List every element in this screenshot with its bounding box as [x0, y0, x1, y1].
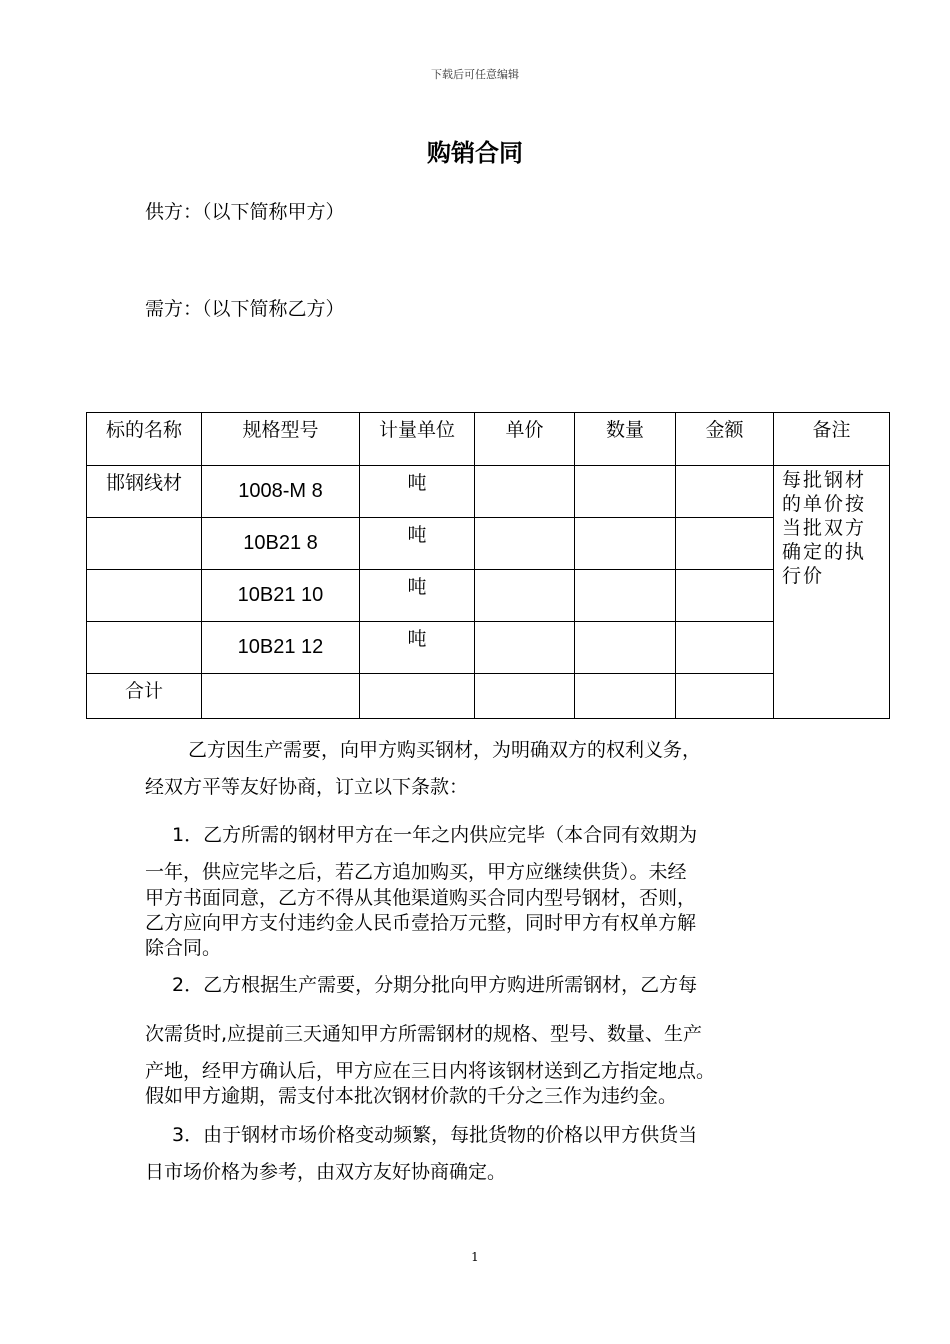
total-cell [360, 674, 475, 719]
price-cell [475, 570, 575, 622]
clause3-line-2: 日市场价格为参考，由双方友好协商确定。 [145, 1161, 507, 1183]
clause2-line-1: 2．乙方根据生产需要，分期分批向甲方购进所需钢材，乙方每 [172, 974, 698, 996]
clause1-line-2: 一年，供应完毕之后，若乙方追加购买，甲方应继续供货）。未经 [145, 861, 687, 883]
spec-cell [202, 570, 360, 622]
clause2-line-2: 次需货时,应提前三天通知甲方所需钢材的规格、型号、数量、生产 [145, 1023, 703, 1045]
page-number: 1 [471, 1250, 479, 1264]
item-name-cell: 邯钢线材 [87, 466, 202, 518]
header-cell: 单价 [475, 413, 575, 466]
clause1-line-3: 甲方书面同意，乙方不得从其他渠道购买合同内型号钢材，否则， [145, 887, 697, 909]
clause1-line-1: 1．乙方所需的钢材甲方在一年之内供应完毕（本合同有效期为 [172, 824, 698, 846]
spec-text: 10B21 8 [243, 532, 318, 554]
total-cell [676, 674, 774, 719]
header-cell: 标的名称 [87, 413, 202, 466]
document-title: 购销合同 [427, 139, 523, 167]
clause2-line-4: 假如甲方逾期，需支付本批次钢材价款的千分之三作为违约金。 [145, 1085, 678, 1107]
total-cell [202, 674, 360, 719]
clause1-line-4: 乙方应向甲方支付违约金人民币壹拾万元整，同时甲方有权单方解 [145, 912, 697, 934]
item-name-cell [87, 622, 202, 674]
table-row [87, 570, 890, 622]
spec-text: 1008-M 8 [238, 480, 323, 502]
intro-line-2: 经双方平等友好协商，订立以下条款： [145, 776, 469, 798]
remark-cell: 每批钢材的单价按当批双方确定的执行价 [774, 466, 890, 719]
supplier-line: 供方：（以下简称甲方） [145, 201, 345, 223]
header-note: 下载后可任意编辑 [431, 68, 519, 81]
header-cell: 数量 [575, 413, 676, 466]
spec-cell [202, 466, 360, 518]
quantity-cell [575, 466, 676, 518]
intro-line-1: 乙方因生产需要，向甲方购买钢材，为明确双方的权利义务， [188, 739, 702, 761]
unit-cell: 吨 [360, 466, 475, 518]
spec-cell [202, 622, 360, 674]
item-name-cell [87, 570, 202, 622]
spec-cell [202, 518, 360, 570]
total-cell [475, 674, 575, 719]
clause1-line-5: 除合同。 [145, 937, 222, 959]
item-name-cell [87, 518, 202, 570]
amount-cell [676, 518, 774, 570]
quantity-cell [575, 570, 676, 622]
clause3-line-1: 3．由于钢材市场价格变动频繁，每批货物的价格以甲方供货当 [172, 1124, 698, 1146]
total-cell [575, 674, 676, 719]
price-cell [475, 622, 575, 674]
amount-cell [676, 622, 774, 674]
table-row [87, 466, 890, 518]
price-cell [475, 466, 575, 518]
amount-cell [676, 570, 774, 622]
spec-text: 10B21 10 [237, 584, 324, 606]
quantity-cell [575, 518, 676, 570]
spec-text: 10B21 12 [237, 636, 324, 658]
unit-cell: 吨 [360, 570, 475, 622]
table-header-row [87, 413, 890, 466]
header-cell: 规格型号 [202, 413, 360, 466]
buyer-line: 需方：（以下简称乙方） [145, 298, 345, 320]
amount-cell [676, 466, 774, 518]
goods-table [86, 412, 890, 719]
price-cell [475, 518, 575, 570]
total-label-cell: 合计 [87, 674, 202, 719]
total-row [87, 674, 890, 719]
clause2-line-3: 产地，经甲方确认后，甲方应在三日内将该钢材送到乙方指定地点。 [145, 1060, 716, 1082]
table-row [87, 518, 890, 570]
quantity-cell [575, 622, 676, 674]
header-cell: 计量单位 [360, 413, 475, 466]
unit-cell: 吨 [360, 622, 475, 674]
unit-cell: 吨 [360, 518, 475, 570]
header-cell: 备注 [774, 413, 890, 466]
header-cell: 金额 [676, 413, 774, 466]
table-row [87, 622, 890, 674]
